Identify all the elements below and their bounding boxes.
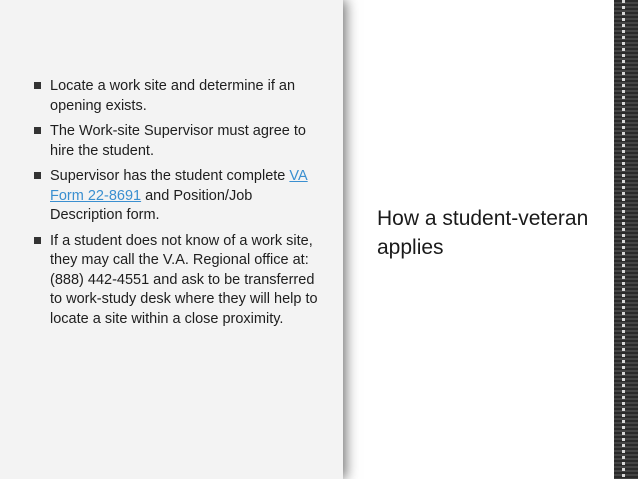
va-form-link[interactable]: VA Form 22-8691: [50, 168, 308, 204]
list-item: [34, 77, 324, 116]
bullet-list: [34, 77, 324, 335]
bullet-text: If a student does not know of a work site, they may call the V.A. Regional office at: (888) 442-4551 and ask to be transferred to work-study desk where they will help to locate a site within a close proximity.: [50, 232, 318, 327]
square-bullet-icon: [34, 127, 41, 134]
bullet-text: Locate a work site and determine if an opening exists.: [50, 78, 296, 114]
bullet-text-before-link: Supervisor has the student complete: [50, 168, 290, 184]
square-bullet-icon: [34, 237, 41, 244]
list-item: [34, 167, 324, 226]
bullet-text-after-link: and Position/Job Description form.: [50, 187, 253, 223]
list-item: [34, 122, 324, 161]
slide-title: How a student-veteran applies: [377, 207, 589, 259]
bullet-text: The Work-site Supervisor must agree to hire the student.: [50, 123, 306, 159]
decorative-stripe: [622, 0, 625, 479]
list-item: [34, 232, 324, 330]
decorative-edge: [614, 0, 638, 479]
square-bullet-icon: [34, 82, 41, 89]
square-bullet-icon: [34, 172, 41, 179]
